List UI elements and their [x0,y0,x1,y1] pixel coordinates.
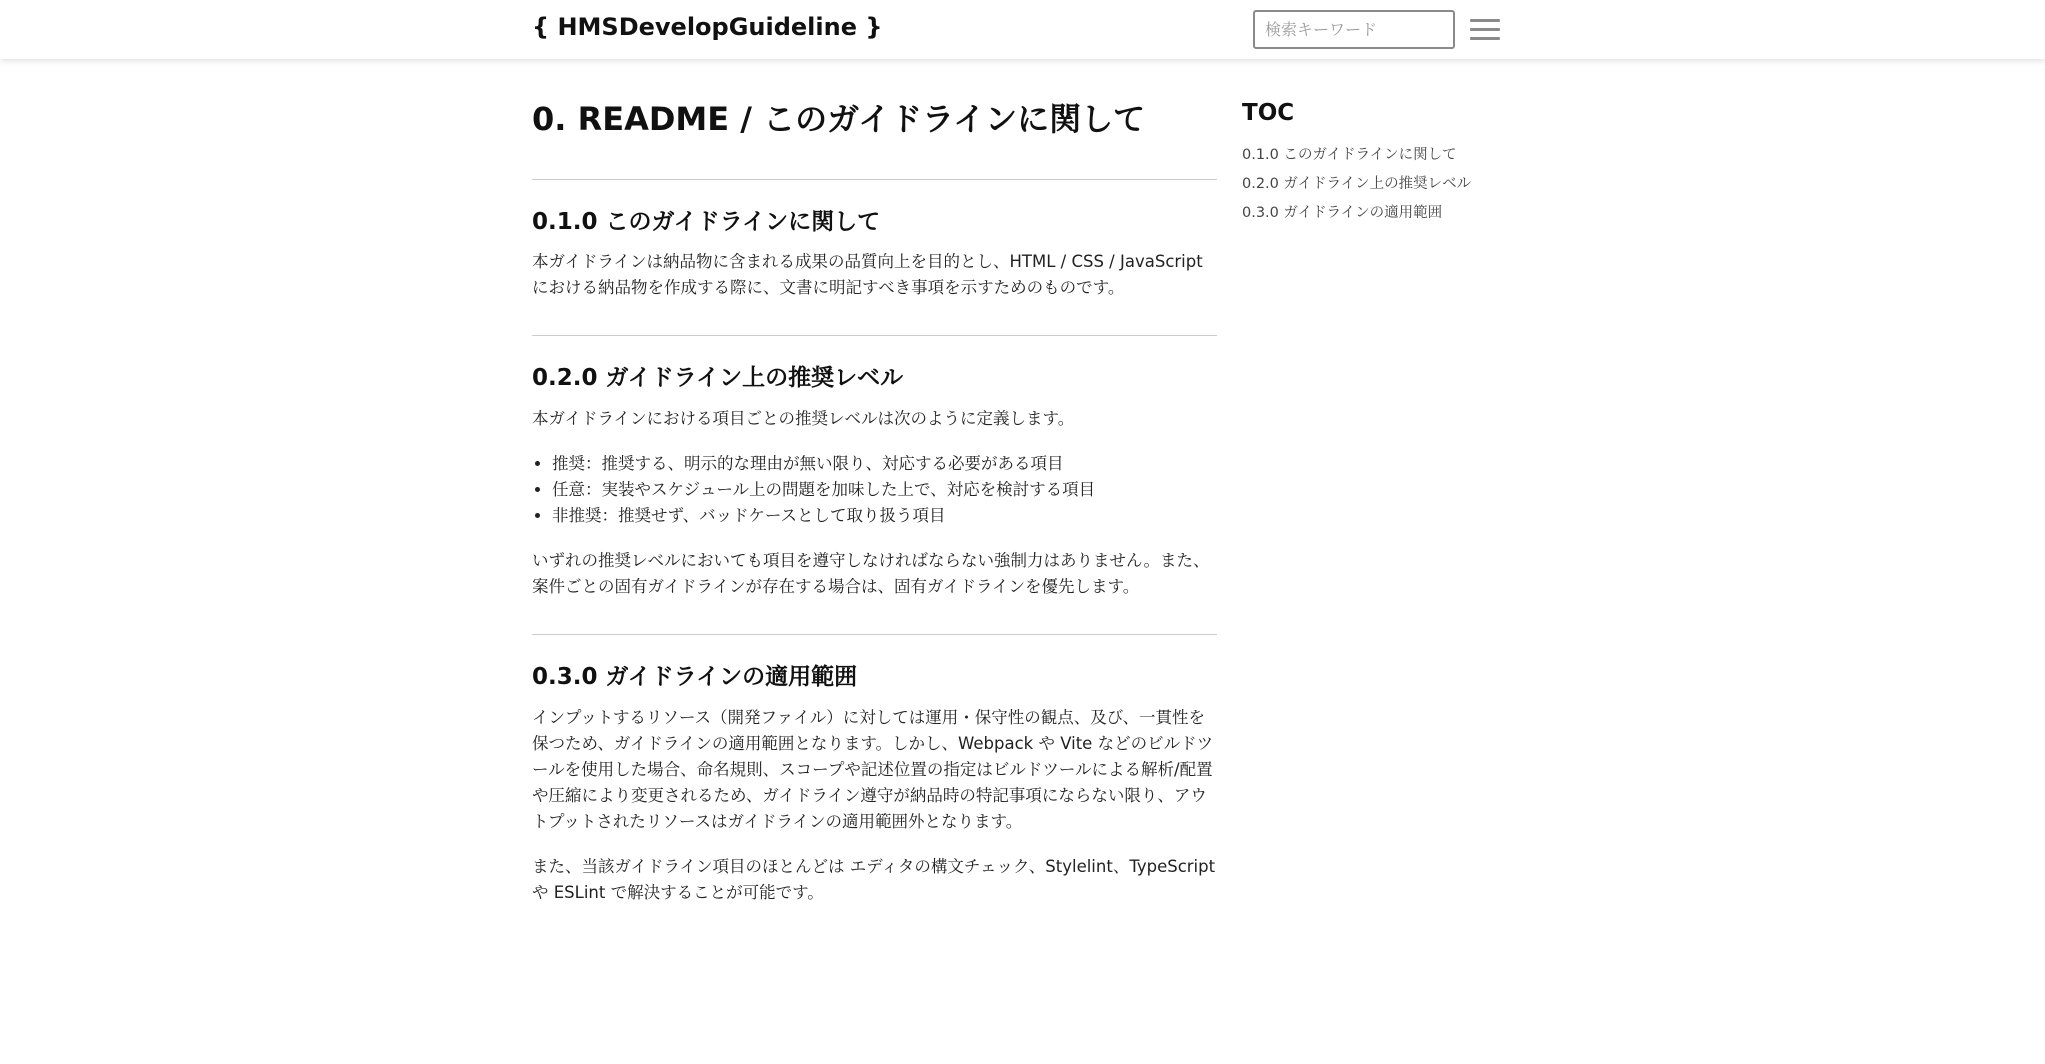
toc-link-recommend-level[interactable]: 0.2.0 ガイドライン上の推奨レベル [1242,175,1472,192]
section-recommend-level [532,364,1217,600]
hamburger-line-middle [1470,28,1500,31]
list-item: • 任意：実装やスケジュール上の問題を加味した上で、対応を検討する項目 [552,477,1217,503]
section-divider [532,179,1217,180]
list-item: • 推奨：推奨する、明示的な理由が無い限り、対応する必要がある項目 [552,451,1217,477]
section-heading: 0.2.0 ガイドライン上の推奨レベル [532,365,904,392]
hamburger-line-top [1470,19,1500,22]
section-paragraph: 本ガイドラインにおける項目ごとの推奨レベルは次のように定義します。 [532,409,1075,429]
search-input[interactable] [1253,10,1455,49]
hamburger-icon[interactable] [1468,14,1502,44]
section-heading: 0.3.0 ガイドラインの適用範囲 [532,664,858,691]
level-list [532,451,1217,529]
section-about [532,208,1217,302]
main-content [532,59,1217,925]
list-item: • 非推奨：推奨せず、バッドケースとして取り扱う項目 [552,503,1217,529]
toc-sidebar [1242,99,1502,228]
page-title: 0. README / このガイドラインに関して [532,100,1146,138]
section-scope [532,663,1217,906]
section-paragraph: また、当該ガイドライン項目のほとんどは エディタの構文チェック、Stylelint、TypeScript や ESLint で解決することが可能です。 [532,857,1216,903]
toc-title: TOC [1242,100,1295,126]
hamburger-line-bottom [1470,37,1500,40]
section-paragraph: いずれの推奨レベルにおいても項目を遵守しなければならない強制力はありません。また、案件ごとの固有ガイドラインが存在する場合は、固有ガイドラインを優先します。 [532,551,1210,597]
section-divider [532,634,1217,635]
site-logo[interactable]: { HMSDevelopGuideline } [532,13,883,41]
toc-link-scope[interactable]: 0.3.0 ガイドラインの適用範囲 [1242,204,1443,221]
section-paragraph: 本ガイドラインは納品物に含まれる成果の品質向上を目的とし、HTML / CSS / JavaScript における納品物を作成する際に、文書に明記すべき事項を示すためのものです。 [532,252,1203,298]
site-header [0,0,2045,59]
toc-link-about[interactable]: 0.1.0 このガイドラインに関して [1242,146,1457,163]
section-heading: 0.1.0 このガイドラインに関して [532,208,881,235]
section-paragraph: インプットするリソース（開発ファイル）に対しては運用・保守性の観点、及び、一貫性を保つため、ガイドラインの適用範囲となります。しかし、Webpack や Vite などのビルドツールを使用した場合、命名規則、スコープや記述位置の指定はビルドツールによる解析/配置や圧縮により変更されるため、ガイドライン遵守が納品時の特記事項にならない限り、アウトプットされたリソースはガイドラインの適用範囲外となります。 [532,708,1214,832]
section-divider [532,335,1217,336]
